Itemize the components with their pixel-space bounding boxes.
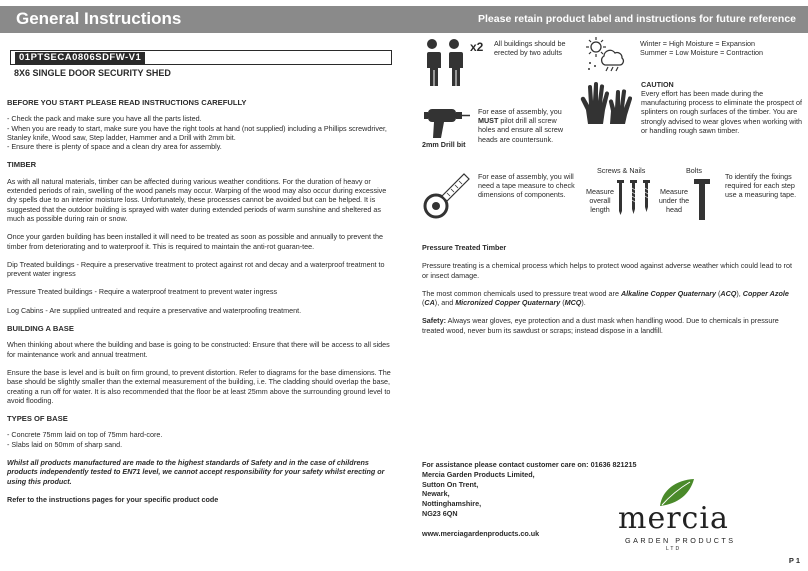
- safety-text: Always wear gloves, eye protection and a dust mask when handling wood. Due to chemicals in pressure treated wood, never burn its sawdust or scraps; instead dispose in a landfill.: [422, 316, 779, 335]
- contact-address-line: Mercia Garden Products Limited,: [422, 469, 535, 479]
- gloves-icon: [580, 80, 632, 126]
- identify-note: To identify the fixings required for each step use a measuring tape.: [725, 172, 797, 200]
- tape-note: For ease of assembly, you will need a tape measure to check dimensions of components.: [478, 172, 575, 200]
- screws-nails-icon: [614, 178, 654, 218]
- left-column: [7, 98, 395, 513]
- bolt-icon: [692, 178, 712, 222]
- base-paragraph: When thinking about where the building and base is going to be constructed: Ensure that there will be access to all sides for maintenance work and annual treatment.: [7, 340, 390, 359]
- disclaimer: Whilst all products manufactured are made to the highest standards of Safety and in the case of childrens products independently tested to EN71 level, we cannot accept responsibility for your safety whilst erecting or using this product.: [7, 458, 385, 486]
- tape-measure-icon: [422, 172, 470, 220]
- chemicals-and: , and: [437, 298, 456, 308]
- list-item: - Concrete 75mm laid on top of 75mm hard-core.: [7, 430, 163, 440]
- drill-bit-label: 2mm Drill bit: [422, 140, 466, 149]
- timber-paragraph: As with all natural materials, timber can be affected during various weather conditions. For the duration of heavy or extended periods of rain, swelling of the wood panels may occur. Warping of the wood may also occur during excessive dry spells due to an interior moisture loss. Unfortunately, these processes cannot be avoided but can be helped. It is suggested that the outdoor building is sprayed with water during extended periods of warm sunshine and sheltered as much as possible during rain or snow.: [7, 176, 387, 223]
- drill-icon: [422, 106, 470, 140]
- screws-label: Screws & Nails: [597, 166, 646, 175]
- product-code-box: [10, 50, 392, 65]
- website-link[interactable]: www.merciagardenproducts.co.uk: [422, 529, 540, 538]
- two-people-note: All buildings should be erected by two adults: [494, 39, 566, 58]
- measure-overall-label: Measure overall length: [586, 187, 614, 215]
- timber-heading: TIMBER: [7, 160, 37, 170]
- logo-subtitle: GARDEN PRODUCTS: [625, 536, 736, 545]
- base-paragraph: Ensure the base is level and is built on firm ground, to prevent distortion. Refer to diagrams for the base dimensions. The base should be slightly smaller than the external measurement of the building, i.e. The cladding should overlap the base, creating a run off for water. It is also recommended that the floor be at least 25mm above the surrounding ground level to avoid flooding.: [7, 367, 391, 405]
- retain-notice: Please retain product label and instructions for future reference: [478, 13, 796, 25]
- before-start-list: [7, 114, 395, 151]
- refer-note: Refer to the instructions pages for your specific product code: [7, 494, 219, 504]
- header-bar: [0, 6, 808, 33]
- drill-note-must: MUST: [478, 116, 499, 126]
- weather-winter: Winter = High Moisture = Expansion: [640, 39, 756, 48]
- list-item: - Ensure there is plenty of space and a clean dry area for assembly.: [7, 142, 222, 152]
- types-list: [7, 430, 395, 449]
- pressure-treated-section: [422, 243, 800, 344]
- chemical-ca: Copper Azole: [742, 288, 789, 298]
- safety-label: Safety:: [422, 316, 446, 326]
- list-item: - When you are ready to start, make sure you have the right tools at hand (not supplied) including a Phillips screwdriver, Stanley knife, Wood saw, Step ladder, Hammer and a Drill with 2mm bit.: [7, 123, 387, 142]
- timber-paragraph: Once your garden building has been installed it will need to be treated as soon as possible and annually to prevent the timber from deteriorating and to waterproof it. This is required to maintain the anti-rot guaran-tee.: [7, 232, 383, 251]
- chemical-mcq-abbr: MCQ: [564, 298, 582, 308]
- chemicals-intro: The most common chemicals used to pressure treat wood are: [422, 288, 621, 298]
- bolts-label: Bolts: [686, 166, 702, 175]
- base-heading: BUILDING A BASE: [7, 324, 74, 334]
- chemicals-paragraph: The most common chemicals used to pressure treat wood are Alkaline Copper Quaternary (ACQ), Copper Azole (CA), and Micronized Copper Quaternary (MCQ).: [422, 288, 789, 308]
- page-title: General Instructions: [16, 9, 182, 28]
- caution-heading: CAUTION: [641, 80, 674, 89]
- weather-summer: Summer = Low Moisture = Contraction: [640, 48, 764, 57]
- timber-paragraph: Dip Treated buildings - Require a preservative treatment to protect against rot and decay and a waterproof treatment to prevent water ingress: [7, 259, 385, 279]
- safety-paragraph: [422, 316, 800, 335]
- chemical-acq: Alkaline Copper Quaternary: [620, 288, 717, 298]
- contact-phone: For assistance please contact customer care on: 01636 821215: [422, 460, 637, 469]
- types-heading: TYPES OF BASE: [7, 414, 68, 424]
- measure-head-label: Measure under the head: [658, 187, 690, 215]
- contact-address-line: Newark,: [422, 489, 450, 499]
- pressure-treated-heading: Pressure Treated Timber: [422, 243, 507, 252]
- drill-note: [478, 107, 570, 144]
- list-item: - Slabs laid on 50mm of sharp sand.: [7, 439, 123, 449]
- logo-ltd: LTD: [666, 546, 682, 552]
- logo-wordmark: mercia: [618, 501, 729, 536]
- caution-text: Every effort has been made during the manufacturing process to eliminate the prospect of splinters on rough surfaces of the timber. You are strongly advised to wear gloves when working with or handling rough sawn timber.: [641, 89, 803, 135]
- drill-note-pre: For ease of assembly, you: [478, 107, 562, 116]
- product-name: 8X6 SINGLE DOOR SECURITY SHED: [14, 68, 171, 78]
- before-start-heading: BEFORE YOU START PLEASE READ INSTRUCTIONS CAREFULLY: [7, 98, 247, 107]
- timber-paragraph: Pressure Treated buildings - Require a waterproof treatment to prevent water ingress: [7, 287, 278, 297]
- contact-block: [422, 460, 637, 519]
- x2-label: x2: [470, 40, 484, 54]
- product-code: 01PTSECA0806SDFW-V1: [15, 52, 145, 64]
- two-people-icon: [420, 38, 468, 88]
- page-number: P 1: [788, 556, 800, 565]
- weather-icon: [584, 36, 626, 72]
- timber-paragraph: Log Cabins - Are supplied untreated and require a preservative and waterproofing treatment.: [7, 305, 302, 315]
- contact-address-line: NG23 6QN: [422, 508, 458, 518]
- chemical-acq-abbr: ACQ: [720, 288, 737, 298]
- list-item: - Check the pack and make sure you have all the parts listed.: [7, 114, 202, 124]
- chemical-ca-abbr: CA: [424, 298, 435, 308]
- chemical-mcq: Micronized Copper Quaternary: [455, 298, 561, 308]
- drill-note-post: pilot drill all screw holes and ensure all screw heads are countersunk.: [478, 116, 564, 144]
- pressure-treated-paragraph: Pressure treating is a chemical process which helps to protect wood against adverse weather which could lead to rot or insect damage.: [422, 261, 792, 280]
- contact-address-line: Sutton On Trent,: [422, 479, 479, 489]
- contact-address-line: Nottinghamshire,: [422, 499, 482, 509]
